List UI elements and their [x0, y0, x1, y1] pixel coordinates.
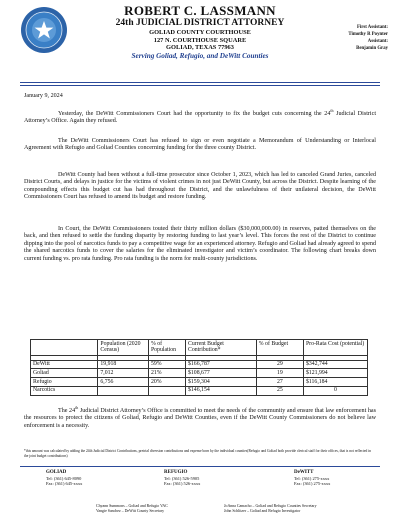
- address-line-3: GOLIAD, TEXAS 77963: [166, 44, 234, 52]
- assistant-name: Timothy R Poynter: [348, 32, 388, 37]
- table-row: DeWitt 19,918 59% $166,787 29 $342,744: [31, 360, 368, 369]
- paragraph-3: DeWitt County had been without a full-time prosecutor since October 1, 2023, which has led to canceled Grand Juries, canceled District Courts, and delays in justice for the victims of violent crimes in not just DeWitt County, but across the District. Despite learning of the compounding effects this budget cut has had throughout the District, and the unlawfulness of their unilateral decision, the DeWitt Commissioners Court has refused to amend its budget and restore funding.: [24, 172, 376, 201]
- office-goliad: GOLIAD Tel: (361) 645-8090 Fax: (361) 645-xxxx: [46, 470, 83, 487]
- paragraph-2: The DeWitt Commissioners Court has refused to sign or even negotiate a Memorandum of Understanding or Interlocal Agreement with Refugio and Goliad Counties concerning funding for the three county District.: [24, 138, 376, 152]
- serving-counties: Serving Goliad, Refugio, and DeWitt Counties: [131, 51, 269, 60]
- footnote: *this amount was calculated by adding the 24th Judicial District Contributions, pretrial diversion contributions and expense born by the individual counties(Refugio and Goliad both provide clerical staff for their offices, that is not reflected in the joint budget contributions): [24, 449, 371, 458]
- letter-date: January 9, 2024: [24, 93, 63, 99]
- assistant-role: First Assistant:: [356, 25, 388, 30]
- table-row: Narcotics $146,154 25 0: [31, 386, 368, 395]
- assistant-role: Assistant:: [367, 39, 388, 44]
- office-refugio: REFUGIO Tel: (361) 526-5905 Fax: (361) 526-xxxx: [164, 470, 201, 487]
- paragraph-4: In Court, the DeWitt Commissioners touted their thirty million dollars ($30,000,000.00) in reserves, patted themselves on the back, and then refused to settle the funding disparity by restoring funding to last year’s level. This forces the rest of the District to continue dipping into the pool of narcotics funds to pay a competitive wage for an experienced attorney. Refugio and Goliad had already agreed to spend the shared narcotics funds to cover the salaries for the eliminated investigator and victim’s coordinator. The following chart breaks down current funding vs. pro rata funding. Pro rata funding is the norm for multi-county jurisdictions.: [24, 226, 376, 262]
- letterhead-divider: [20, 82, 380, 83]
- table-row: Refugio 6,756 20% $159,304 27 $116,184: [31, 378, 368, 387]
- address-line-2: 127 N. COURTHOUSE SQUARE: [153, 36, 247, 44]
- table-header-row: Population (2020 Census) % of Population Current Budget Contribution* % of Budget Pro-Rata Cost (potential): [31, 340, 368, 356]
- office-title: 24th JUDICIAL DISTRICT ATTORNEY: [115, 18, 285, 28]
- letterhead-divider: [20, 85, 380, 86]
- footer-divider: [20, 466, 380, 467]
- staff-list-left: Chyann Summons – Goliad and Refugio VAC Vangie Sanchez – DeWitt County Secretary: [96, 504, 168, 513]
- staff-list-right: JoAnna Camacho – Goliad and Refugio Counties Secretary John Schlitzer – Goliad and Refugio Investigator: [224, 504, 317, 513]
- paragraph-5: The 24th Judicial District Attorney’s Office is committed to meet the needs of the community and ensure that law enforcement has the resources to protect the citizens of Goliad, Refugio and DeWitt Counties, even if the DeWitt County Commissioners do not believe law enforcement is a necessity.: [24, 405, 376, 429]
- assistant-list: [318, 24, 388, 52]
- table-row: Goliad 7,012 21% $108,677 19 $121,994: [31, 369, 368, 378]
- attorney-name: ROBERT C. LASSMANN: [124, 3, 276, 18]
- address-line-1: GOLIAD COUNTY COURTHOUSE: [149, 29, 251, 36]
- paragraph-1: Yesterday, the DeWitt Commissioners Court had the opportunity to fix the budget cuts concerning the 24th Judicial District Attorney’s Office. Again they refused.: [24, 108, 377, 125]
- assistant-name: Benjamin Gray: [356, 46, 388, 51]
- office-dewitt: DeWITT Tel: (361) 275-xxxx Fax: (361) 275-xxxx: [294, 470, 331, 487]
- budget-table: [30, 339, 368, 396]
